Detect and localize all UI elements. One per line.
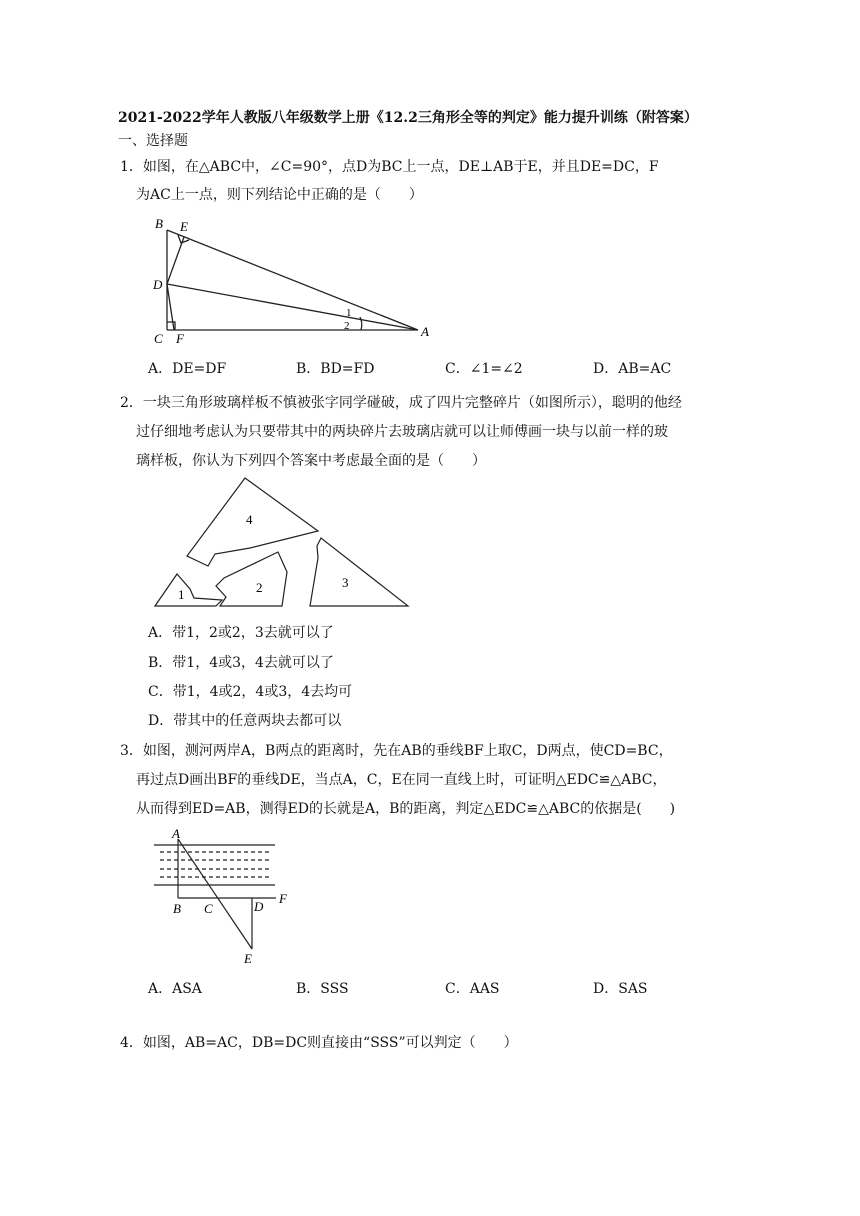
question-1-line-2: 为AC上一点，则下列结论中正确的是（ ） bbox=[136, 187, 423, 203]
question-2-option-d[interactable]: D．带其中的任意两块去都可以 bbox=[148, 713, 342, 729]
fig3-label-A: A bbox=[172, 826, 180, 841]
document-title: 2021-2022学年人教版八年级数学上册《12.2三角形全等的判定》能力提升训练（附答案） bbox=[118, 110, 698, 126]
fig2-piece-3: 3 bbox=[342, 575, 349, 590]
question-1-figure bbox=[150, 212, 440, 344]
fig1-label-A: A bbox=[421, 324, 429, 339]
question-4-line-1: 4．如图，AB=AC，DB=DC则直接由“SSS”可以判定（ ） bbox=[120, 1035, 518, 1051]
question-3-line-1: 3．如图，测河两岸A，B两点的距离时，先在AB的垂线BF上取C，D两点，使CD=BC， bbox=[120, 743, 673, 759]
question-1-option-d[interactable]: D．AB=AC bbox=[593, 361, 672, 377]
question-2-option-c[interactable]: C．带1，4或2，4或3，4去均可 bbox=[148, 684, 353, 700]
fig3-label-F: F bbox=[279, 891, 287, 906]
fig3-label-D: D bbox=[254, 899, 264, 914]
question-2-line-2: 过仔细地考虑认为只要带其中的两块碎片去玻璃店就可以让师傅画一块与以前一样的玻 bbox=[136, 424, 668, 440]
question-3-option-c[interactable]: C．AAS bbox=[445, 981, 500, 997]
question-2-line-1: 2．一块三角形玻璃样板不慎被张字同学碰破，成了四片完整碎片（如图所示），聪明的他经 bbox=[120, 395, 682, 411]
question-3-line-2: 再过点D画出BF的垂线DE，当点A，C，E在同一直线上时，可证明△EDC≌△ABC， bbox=[136, 772, 667, 788]
question-3-option-d[interactable]: D．SAS bbox=[593, 981, 648, 997]
question-3-option-a[interactable]: A．ASA bbox=[148, 981, 202, 997]
section-heading: 一、选择题 bbox=[118, 133, 188, 149]
question-1-option-b[interactable]: B．BD=FD bbox=[296, 361, 375, 377]
question-2-option-b[interactable]: B．带1，4或3，4去就可以了 bbox=[148, 655, 334, 671]
fig3-label-C: C bbox=[204, 901, 213, 916]
fig1-label-angle-2: 2 bbox=[344, 320, 350, 332]
fig2-piece-2: 2 bbox=[256, 580, 263, 595]
fig1-label-D: D bbox=[153, 277, 163, 292]
fig2-piece-4: 4 bbox=[246, 512, 253, 527]
fig1-label-B: B bbox=[155, 216, 163, 231]
question-2-line-3: 璃样板，你认为下列四个答案中考虑最全面的是（ ） bbox=[136, 453, 486, 469]
question-1-line-1: 1．如图，在△ABC中，∠C=90°，点D为BC上一点，DE⊥AB于E，并且DE=DC，F bbox=[120, 159, 659, 175]
question-3-line-3: 从而得到ED=AB，测得ED的长就是A，B的距离，判定△EDC≌△ABC的依据是( ) bbox=[136, 801, 676, 817]
fig1-label-angle-1: 1 bbox=[346, 307, 352, 319]
question-1-option-a[interactable]: A．DE=DF bbox=[148, 361, 227, 377]
question-1-option-c[interactable]: C．∠1=∠2 bbox=[445, 361, 523, 377]
fig3-label-E: E bbox=[244, 951, 252, 966]
question-2-figure bbox=[150, 476, 415, 611]
fig1-label-F: F bbox=[176, 331, 184, 344]
fig1-label-E: E bbox=[180, 219, 188, 234]
fig1-label-C: C bbox=[154, 331, 163, 344]
question-3-figure bbox=[150, 825, 300, 970]
fig3-label-B: B bbox=[173, 901, 181, 916]
question-2-option-a[interactable]: A．带1，2或2，3去就可以了 bbox=[148, 625, 334, 641]
fig2-piece-1: 1 bbox=[178, 587, 185, 602]
question-3-option-b[interactable]: B．SSS bbox=[296, 981, 349, 997]
